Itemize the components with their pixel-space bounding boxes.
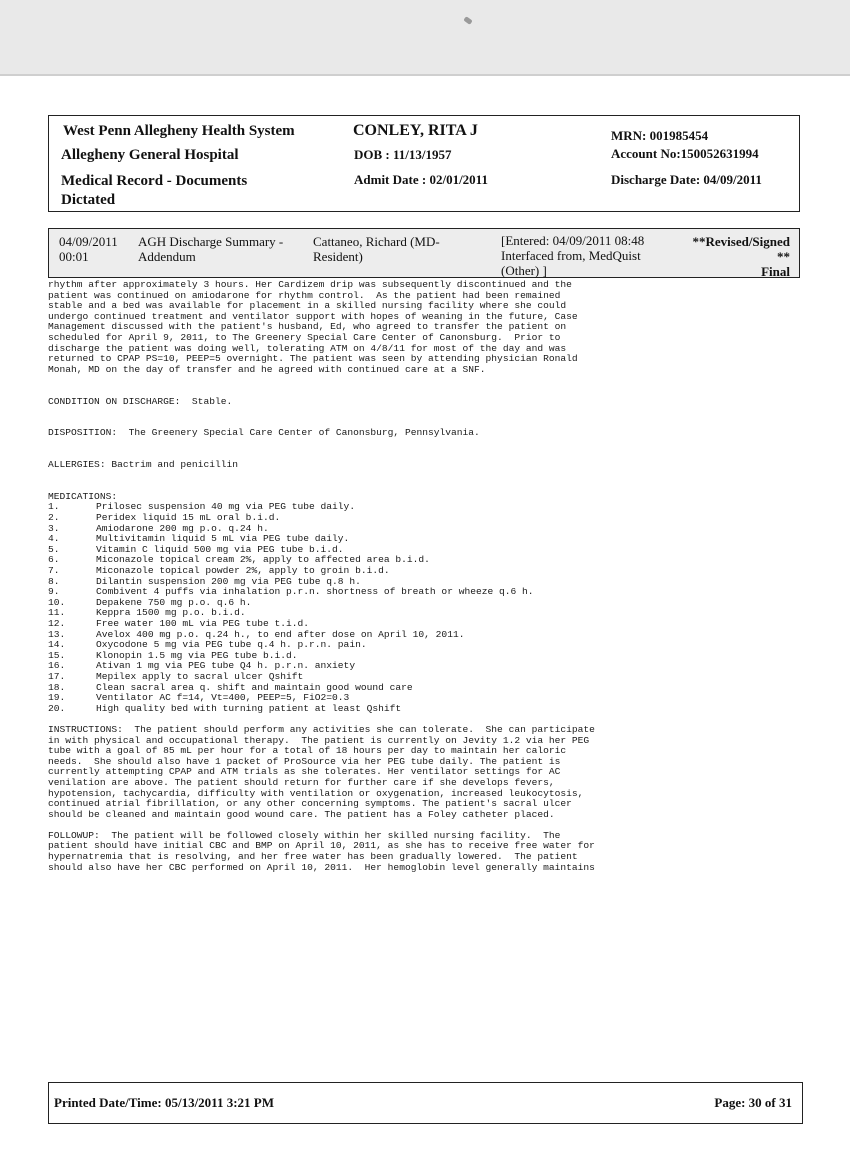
org-system-name: West Penn Allegheny Health System (63, 123, 295, 139)
text-line: FOLLOWUP: The patient will be followed closely within her skilled nursing facility. The (48, 829, 561, 841)
text-line: patient was continued on amiodarone for rhythm control. As the patient had been remained (48, 289, 561, 301)
scan-edge-line (0, 74, 850, 76)
list-item: 3. Amiodarone 200 mg p.o. q.24 h. (48, 522, 269, 534)
text-line: INSTRUCTIONS: The patient should perform any activities she can tolerate. She can participate (48, 723, 595, 735)
list-item: 9. Combivent 4 puffs via inhalation p.r.n. shortness of breath or wheeze q.6 h. (48, 586, 534, 598)
record-subtype: Dictated (61, 192, 116, 208)
text-line: stable and a bed was available for placement in a skilled nursing facility where she could (48, 300, 567, 312)
list-item: 14. Oxycodone 5 mg via PEG tube q.4 h. p.r.n. pain. (48, 639, 367, 651)
list-item: 18. Clean sacral area q. shift and maintain good wound care (48, 681, 413, 693)
list-item: 1. Prilosec suspension 40 mg via PEG tube daily. (48, 501, 356, 513)
scan-background (0, 0, 850, 75)
mrn: MRN: 001985454 (611, 128, 709, 143)
list-item: 16. Ativan 1 mg via PEG tube Q4 h. p.r.n. anxiety (48, 660, 356, 672)
list-item: 15. Klonopin 1.5 mg via PEG tube b.i.d. (48, 649, 298, 661)
author-name: Cattaneo, Richard (MD- (313, 234, 440, 249)
text-line: continued atrial fibrillation, or any other concerning symptoms. The patient's sacral ulcer (48, 798, 572, 810)
text-line: undergo continued treatment and ventilator support with hopes of weaning in the future, Case (48, 310, 578, 322)
printed-date-time: Printed Date/Time: 05/13/2011 3:21 PM (54, 1095, 275, 1110)
condition-on-discharge: CONDITION ON DISCHARGE: Stable. (48, 395, 233, 407)
author-role: Resident) (313, 249, 363, 264)
signature-status-marker: ** (777, 249, 790, 264)
document-type: AGH Discharge Summary - (138, 234, 284, 249)
instructions-paragraph (48, 725, 818, 820)
list-item: 7. Miconazole topical powder 2%, apply to groin b.i.d. (48, 565, 390, 577)
text-line: needs. She should also have 1 packet of ProSource via her PEG tube daily. The patient is (48, 755, 561, 767)
final-status: Final (761, 264, 790, 279)
record-header (48, 115, 800, 212)
text-line: venilation are above. The patient should return for further care if she develops fevers, (48, 776, 555, 788)
disposition: DISPOSITION: The Greenery Special Care Center of Canonsburg, Pennsylvania. (48, 427, 480, 439)
discharge-date: Discharge Date: 04/09/2011 (611, 172, 762, 187)
text-line: hypernatremia that is resolving, and her free water has been gradually lowered. The patient (48, 851, 578, 863)
list-item: 17. Mepilex apply to sacral ulcer Qshift (48, 670, 304, 682)
interfaced-info: Interfaced from, MedQuist (501, 248, 641, 263)
patient-name: CONLEY, RITA J (353, 122, 478, 139)
allergies: ALLERGIES: Bactrim and penicillin (48, 459, 238, 471)
list-item: 2. Peridex liquid 15 mL oral b.i.d. (48, 512, 281, 524)
admit-date: Admit Date : 02/01/2011 (354, 172, 488, 187)
text-line: Management discussed with the patient's husband, Ed, who agreed to transfer the patient on (48, 321, 567, 333)
document-type-cont: Addendum (138, 249, 196, 264)
list-item: 13. Avelox 400 mg p.o. q.24 h., to end after dose on April 10, 2011. (48, 628, 465, 640)
text-line: discharge the patient was doing well, tolerating ATM on 4/8/11 for most of the day and was (48, 342, 567, 354)
text-line: hypotension, tachycardia, difficulty with ventilation or oxygenation, increased leukocytosis, (48, 787, 584, 799)
page-number: Page: 30 of 31 (714, 1095, 792, 1110)
interfaced-source: (Other) ] (501, 263, 547, 278)
list-item: 4. Multivitamin liquid 5 mL via PEG tube daily. (48, 533, 350, 545)
account-number: Account No:150052631994 (611, 146, 759, 161)
text-line: scheduled for April 9, 2011, to The Greenery Special Care Center of Canonsburg. Prior to (48, 331, 561, 343)
entry-date: 04/09/2011 (59, 234, 118, 249)
list-item: 12. Free water 100 mL via PEG tube t.i.d. (48, 618, 310, 629)
text-line: Monah, MD on the day of transfer and he agreed with continued care at a SNF. (48, 363, 486, 375)
list-item: 5. Vitamin C liquid 500 mg via PEG tube b.i.d. (48, 543, 344, 555)
list-item: 11. Keppra 1500 mg p.o. b.i.d. (48, 607, 246, 619)
text-line: rhythm after approximately 3 hours. Her Cardizem drip was subsequently discontinued and the (48, 279, 572, 290)
record-type: Medical Record - Documents (61, 173, 248, 189)
signature-status: **Revised/Signed (692, 234, 790, 249)
entered-info: [Entered: 04/09/2011 08:48 (501, 233, 645, 248)
patient-dob: DOB : 11/13/1957 (354, 147, 452, 162)
list-item: 6. Miconazole topical cream 2%, apply to affected area b.i.d. (48, 554, 430, 566)
medications-heading: MEDICATIONS: (48, 490, 118, 502)
hospital-name: Allegheny General Hospital (61, 147, 239, 163)
text-line: tube with a goal of 85 mL per hour for a total of 18 hours per day to maintain her caloric (48, 745, 567, 757)
text-line: currently attempting CPAP and ATM trials as she tolerates. Her ventilator settings for AC (48, 766, 561, 778)
followup-paragraph (48, 831, 818, 873)
text-line: should also have her CBC performed on April 10, 2011. Her hemoglobin level generally maintains (48, 861, 595, 873)
hospital-course-paragraph (48, 280, 818, 375)
text-line: should be cleaned and maintain good wound care. The patient has a Foley catheter placed. (48, 808, 555, 820)
document-body (48, 280, 818, 873)
medications-list (48, 502, 818, 714)
text-line: returned to CPAP PS=10, PEEP=5 overnight. The patient was seen by attending physician Ronald (48, 353, 578, 365)
list-item: 20. High quality bed with turning patient at least Qshift (48, 702, 402, 714)
list-item: 10. Depakene 750 mg p.o. q.6 h. (48, 596, 252, 608)
entry-time: 00:01 (59, 249, 89, 264)
text-line: patient should have initial CBC and BMP on April 10, 2011, as she has to receive free water for (48, 840, 595, 852)
document-entry-bar (48, 228, 800, 278)
list-item: 8. Dilantin suspension 200 mg via PEG tube q.8 h. (48, 575, 361, 587)
print-footer (48, 1082, 803, 1124)
text-line: in with physical and occupational therapy. The patient is currently on Jevity 1.2 via her PEG (48, 734, 590, 746)
list-item: 19. Ventilator AC f=14, Vt=400, PEEP=5, FiO2=0.3 (48, 692, 350, 704)
